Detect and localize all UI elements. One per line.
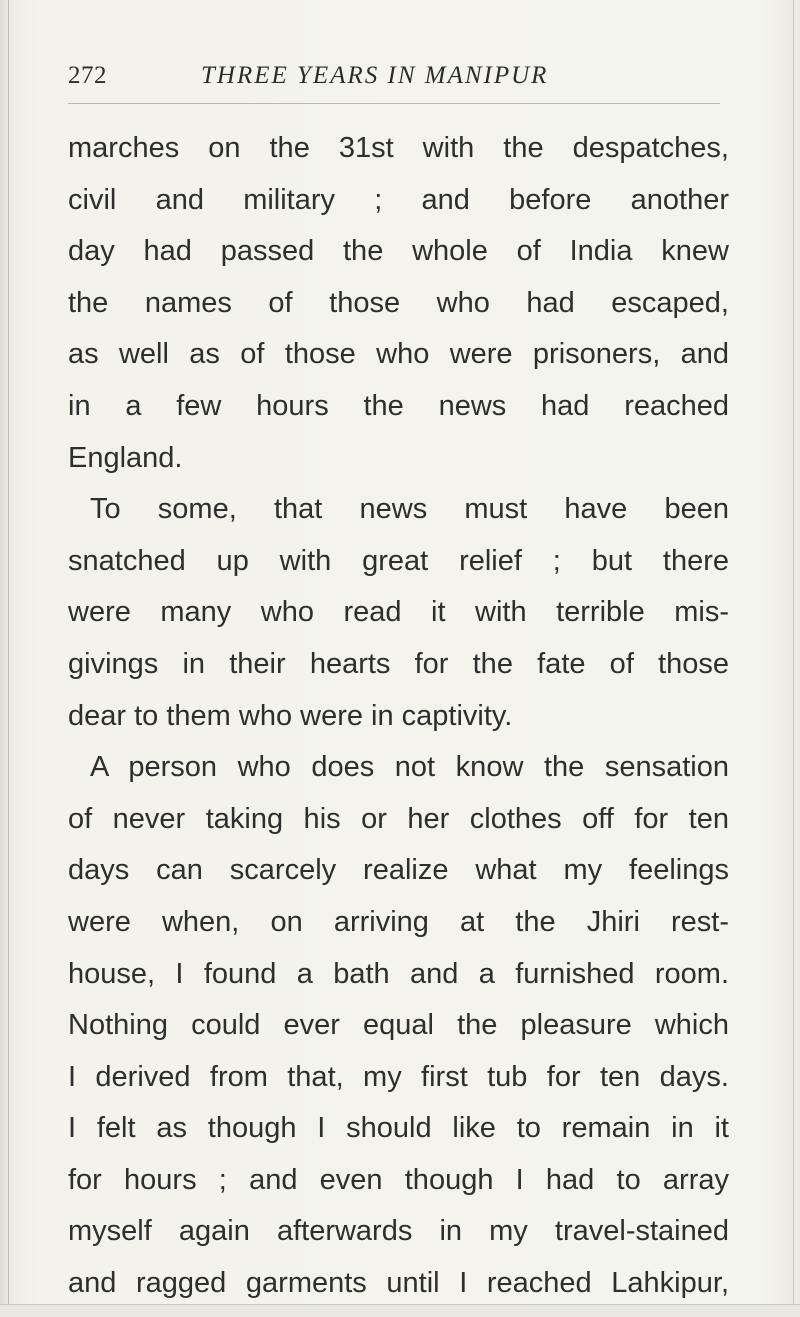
text-line: civil and military ; and before another	[68, 183, 729, 216]
scan-edge-left	[0, 0, 9, 1317]
header-rule	[68, 103, 720, 104]
text-line: givings in their hearts for the fate of those	[68, 647, 729, 680]
text-line: in a few hours the news had reached	[68, 389, 729, 422]
text-line: day had passed the whole of India knew	[68, 235, 729, 268]
text-line: A person who does not know the sensation	[90, 751, 729, 784]
running-head	[68, 58, 728, 98]
text-line: the names of those who had escaped,	[68, 286, 729, 319]
text-line: marches on the 31st with the despatches,	[68, 132, 729, 164]
scan-edge-right	[793, 0, 800, 1317]
body-text	[68, 123, 729, 1310]
text-line: England.	[68, 441, 183, 474]
text-line: I felt as though I should like to remain in it	[68, 1112, 729, 1145]
text-line: days can scarcely realize what my feelings	[68, 854, 729, 887]
text-line: myself again afterwards in my travel-stained	[68, 1215, 729, 1248]
text-line: and ragged garments until I reached Lahkipur,	[68, 1267, 729, 1300]
text-line: were when, on arriving at the Jhiri rest-	[68, 905, 729, 938]
text-line: house, I found a bath and a furnished room.	[68, 957, 729, 990]
text-line: snatched up with great relief ; but there	[68, 544, 729, 577]
page-number: 272	[68, 62, 107, 89]
text-line: Nothing could ever equal the pleasure which	[68, 1009, 729, 1042]
text-line: I derived from that, my first tub for ten days.	[68, 1060, 729, 1093]
text-line: were many who read it with terrible mis-	[68, 596, 729, 629]
text-line: as well as of those who were prisoners, and	[68, 338, 729, 371]
text-line: for hours ; and even though I had to array	[68, 1163, 729, 1196]
text-line: of never taking his or her clothes off for ten	[68, 802, 729, 835]
running-head-title: THREE YEARS IN MANIPUR	[201, 62, 549, 89]
text-line: dear to them who were in captivity.	[68, 699, 513, 732]
text-line: To some, that news must have been	[90, 493, 729, 526]
